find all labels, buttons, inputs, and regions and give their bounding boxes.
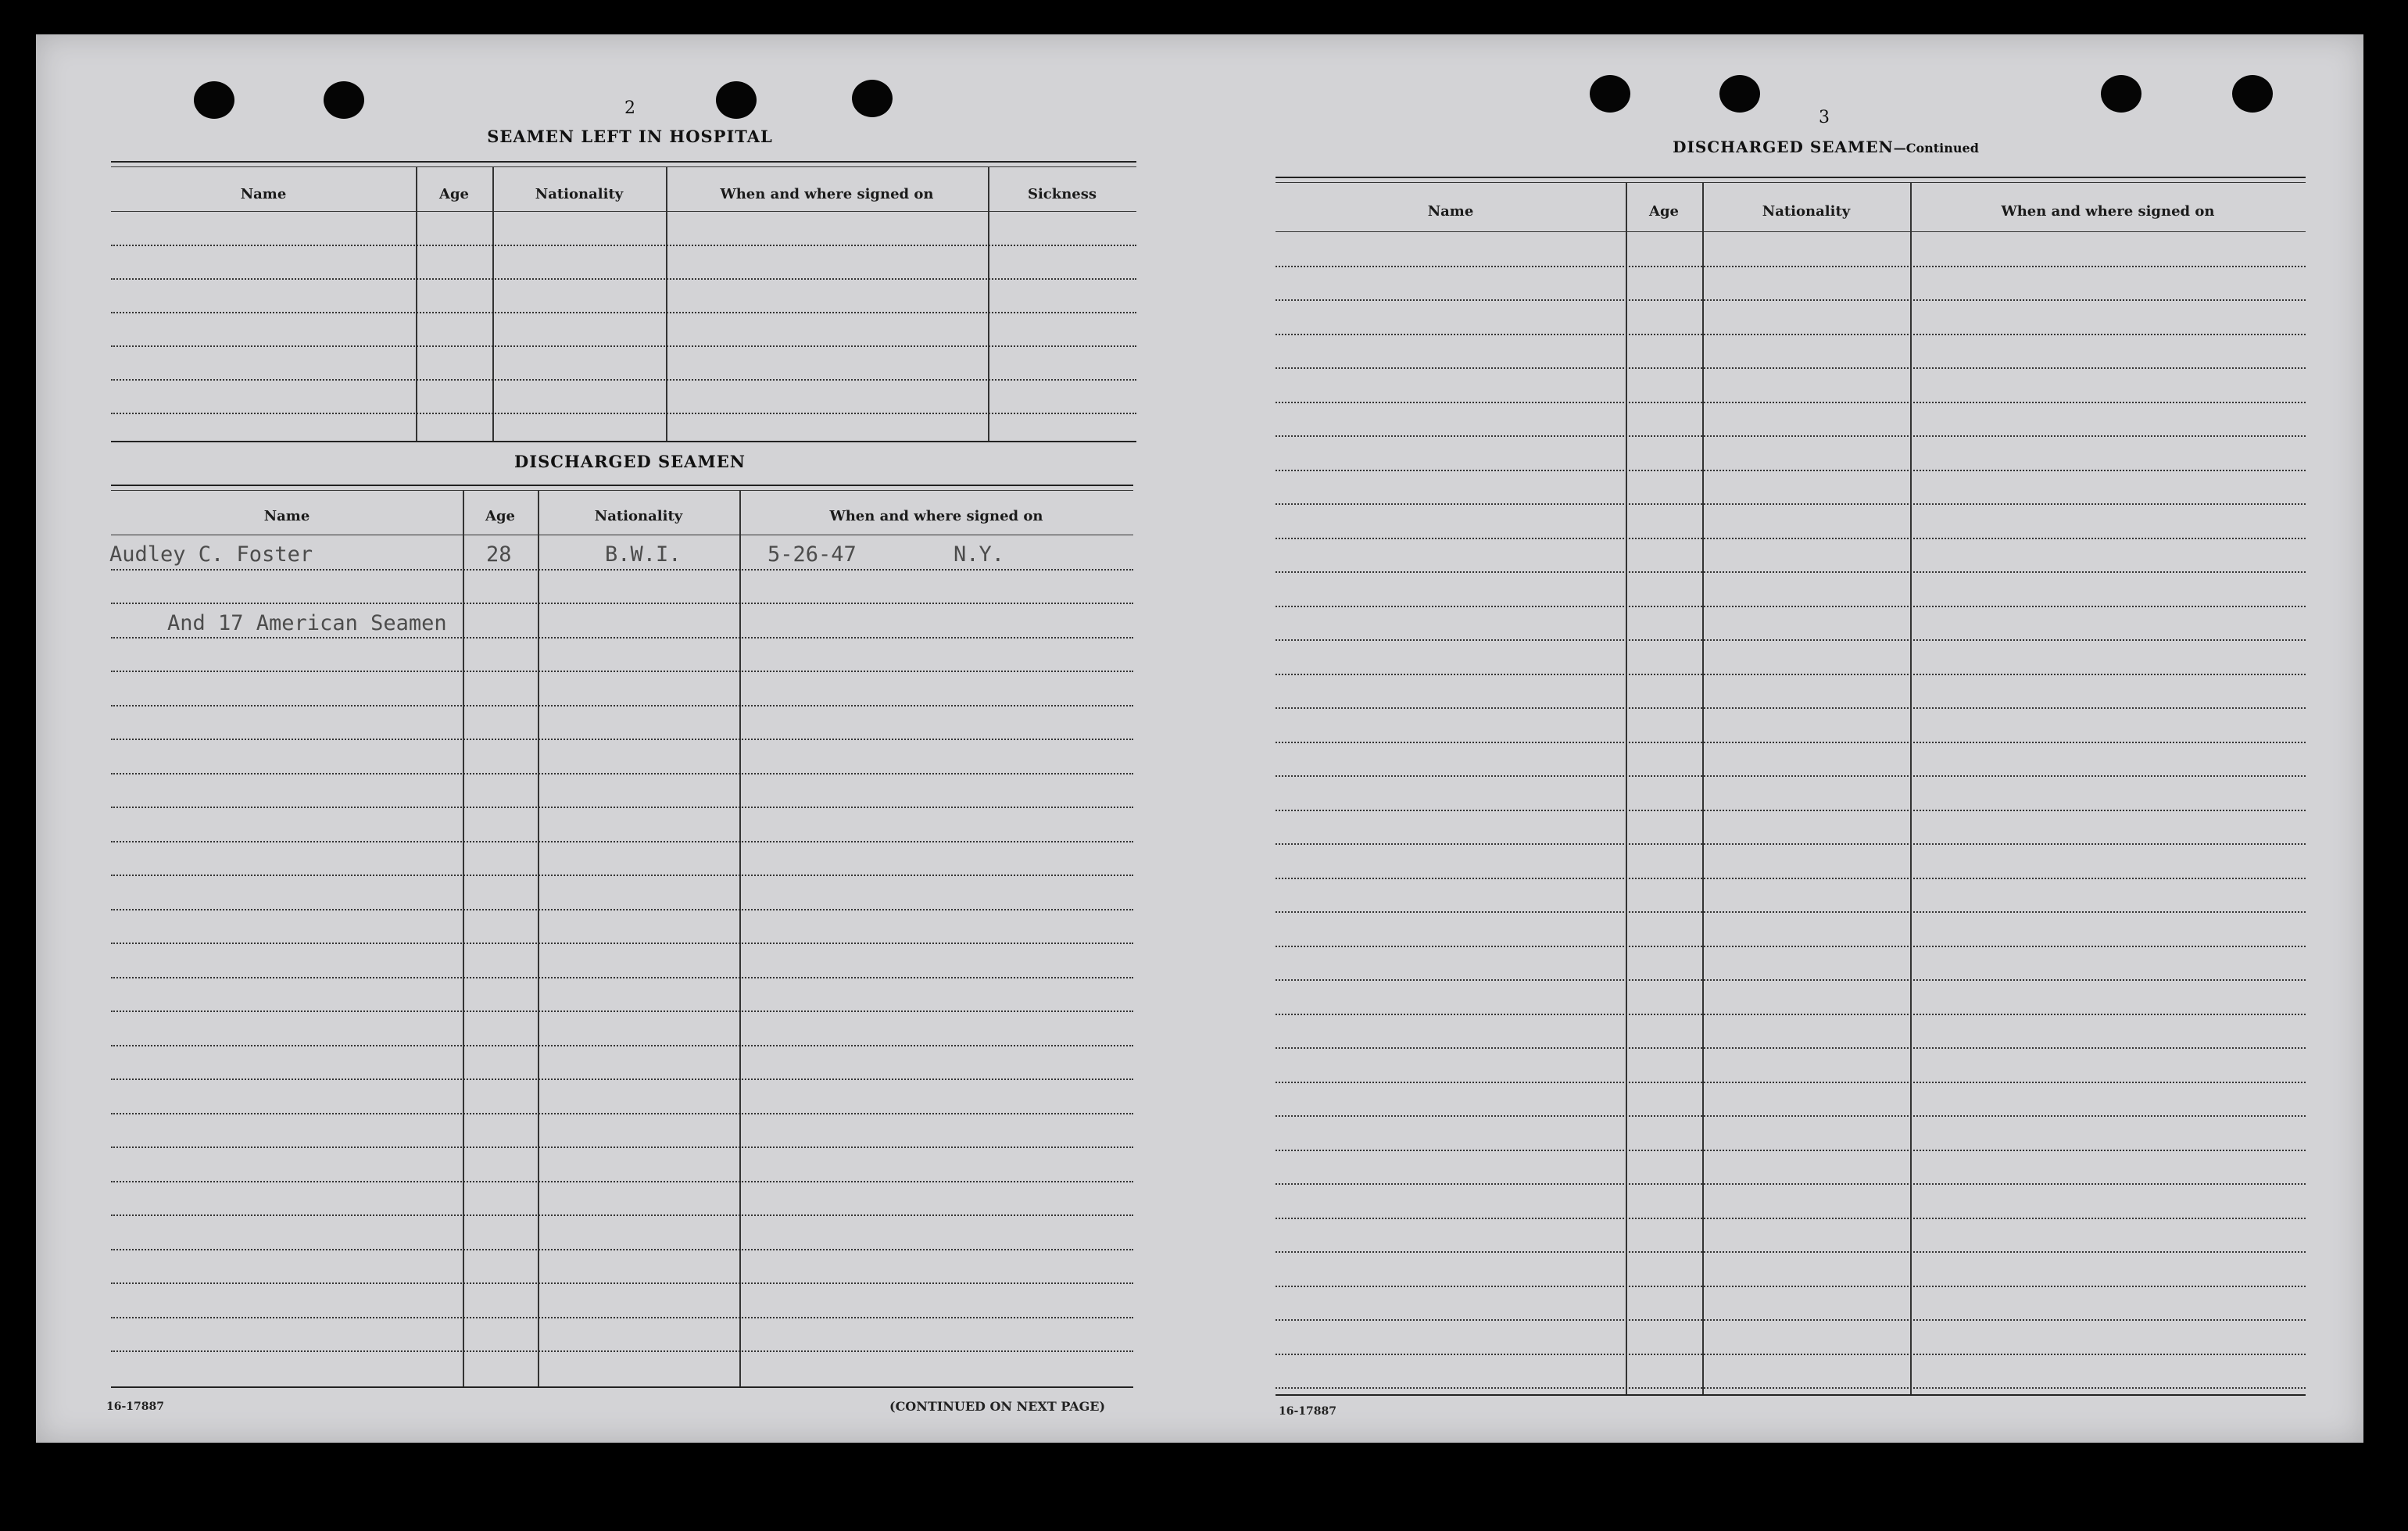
ruled-line [111,312,1136,313]
ruled-line [111,739,1133,740]
ruled-line [1276,810,2306,811]
ruled-line [111,807,1133,808]
ruled-line [1276,1014,2306,1015]
ruled-line [111,773,1133,774]
ruled-line [111,977,1133,978]
table-top-rule [1276,177,2306,178]
ruled-line [1276,571,2306,573]
discharged-continued-title [1521,138,2131,156]
title-main: DISCHARGED SEAMEN [1673,138,1894,156]
ruled-line [111,637,1133,639]
column-header: When and where signed on [2001,203,2215,220]
title-suffix: —Continued [1893,141,1979,156]
ruled-line [1276,402,2306,403]
ruled-line [1276,1286,2306,1287]
ruled-line [111,1011,1133,1012]
column-header: Age [438,186,469,202]
table-top-rule [111,490,1133,491]
column-header: Name [1427,203,1474,220]
column-divider [739,491,741,1386]
ruled-line [111,1078,1133,1080]
column-divider [1702,183,1704,1394]
ruled-line [1276,775,2306,777]
table-top-rule [1276,182,2306,183]
ruled-line [1276,503,2306,505]
ruled-line [111,603,1133,604]
ruled-line [1276,742,2306,743]
ruled-line [111,278,1136,280]
punch-hole [1590,75,1630,113]
ruled-line [111,1317,1133,1318]
column-divider [463,491,464,1386]
column-header: Nationality [1762,203,1851,220]
entry-age: 28 [486,542,512,567]
punch-hole [2232,75,2273,113]
ruled-line [111,1214,1133,1216]
header-rule [1276,231,2306,232]
punch-hole [324,81,364,119]
column-header: Age [1648,203,1679,220]
column-divider [416,167,417,441]
column-divider [538,491,539,1386]
table-bottom-rule [111,1386,1133,1388]
column-header: Nationality [535,186,624,202]
ruled-line [1276,299,2306,301]
header-rule [111,211,1136,212]
ruled-line [111,413,1136,414]
entry-place: N.Y. [954,542,1005,567]
entry-name: Audley C. Foster [109,542,313,567]
ruled-line [111,671,1133,672]
ruled-line [1276,911,2306,913]
ruled-line [1276,470,2306,471]
ruled-line [1276,1183,2306,1185]
entry-nationality: B.W.I. [605,542,682,567]
column-header: Sickness [1027,186,1097,202]
table-bottom-rule [1276,1394,2306,1396]
ruled-line [1276,1115,2306,1117]
entry-date: 5-26-47 [767,542,857,567]
ruled-line [1276,946,2306,947]
ruled-line [111,943,1133,944]
ruled-line [1276,1251,2306,1253]
column-divider [1910,183,1912,1394]
form-number: 16-17887 [106,1400,164,1413]
column-divider [1626,183,1627,1394]
ruled-line [1276,707,2306,709]
ruled-line [1276,1354,2306,1355]
column-header: When and where signed on [829,508,1043,524]
ruled-line [111,569,1133,571]
column-header: Name [263,508,310,524]
ruled-line [111,1249,1133,1250]
ruled-line [1276,1218,2306,1219]
column-divider [988,167,989,441]
ruled-line [1276,538,2306,539]
punch-hole [716,81,757,119]
ruled-line [111,1146,1133,1148]
document-sheet [36,34,2363,1443]
ruled-line [1276,266,2306,267]
ruled-line [1276,674,2306,675]
table-top-rule [111,166,1136,167]
column-divider [666,167,667,441]
ruled-line [111,1350,1133,1352]
ruled-line [111,875,1133,876]
ruled-line [1276,334,2306,335]
ruled-line [111,1282,1133,1284]
column-header: Name [240,186,287,202]
entry-note: And 17 American Seamen [167,611,447,635]
ruled-line [111,245,1136,246]
ruled-line [111,1181,1133,1182]
ruled-line [1276,606,2306,607]
punch-hole [194,81,234,119]
ruled-line [1276,435,2306,437]
ruled-line [1276,1150,2306,1151]
ruled-line [1276,1082,2306,1083]
page-number: 2 [624,98,635,118]
ruled-line [111,345,1136,347]
punch-hole [1719,75,1760,113]
column-header: Age [485,508,515,524]
ruled-line [1276,367,2306,369]
column-divider [492,167,494,441]
ruled-line [1276,979,2306,981]
ruled-line [1276,1387,2306,1389]
ruled-line [1276,878,2306,879]
page-number: 3 [1819,108,1830,127]
form-number: 16-17887 [1279,1405,1336,1418]
table-top-rule [111,485,1133,486]
ruled-line [111,379,1136,381]
ruled-line [1276,843,2306,845]
punch-hole [852,80,893,117]
table-bottom-rule [111,441,1136,442]
discharged-title: DISCHARGED SEAMEN [514,452,746,471]
column-header: Nationality [594,508,683,524]
ruled-line [111,909,1133,910]
ruled-line [1276,1047,2306,1049]
ruled-line [1276,639,2306,641]
ruled-line [1276,1319,2306,1321]
ruled-line [111,1113,1133,1114]
column-header: When and where signed on [720,186,934,202]
ruled-line [111,705,1133,706]
table-top-rule [111,161,1136,163]
ruled-line [111,1045,1133,1046]
punch-hole [2101,75,2141,113]
continued-note: (CONTINUED ON NEXT PAGE) [889,1399,1106,1414]
ruled-line [111,841,1133,842]
hospital-title: SEAMEN LEFT IN HOSPITAL [487,127,773,146]
